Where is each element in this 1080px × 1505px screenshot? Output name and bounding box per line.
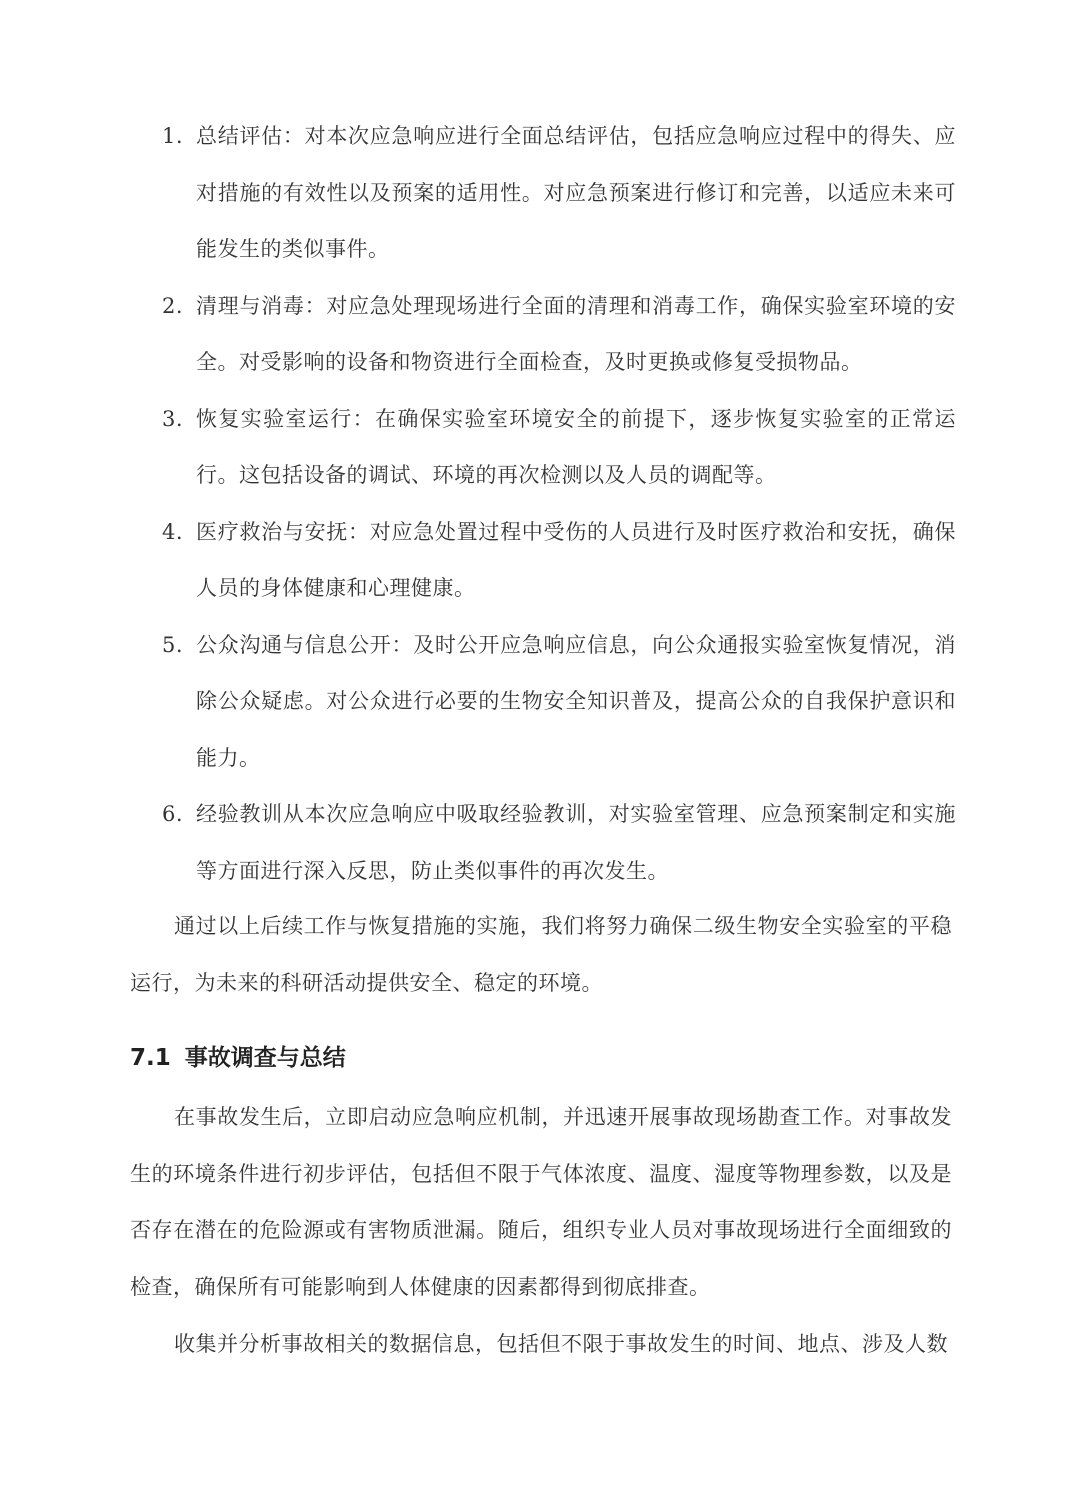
list-item-text: 恢复实验室运行：在确保实验室环境安全的前提下，逐步恢复实验室的正常运行。这包括设备的调试、环境的再次检测以及人员的调配等。 bbox=[196, 406, 956, 487]
list-item-number: 3. bbox=[162, 406, 184, 431]
list-item-text: 公众沟通与信息公开：及时公开应急响应信息，向公众通报实验室恢复情况，消除公众疑虑。对公众进行必要的生物安全知识普及，提高公众的自我保护意识和能力。 bbox=[196, 632, 956, 770]
list-item bbox=[162, 108, 956, 278]
summary-paragraph: 通过以上后续工作与恢复措施的实施，我们将努力确保二级生物安全实验室的平稳运行，为未来的科研活动提供安全、稳定的环境。 bbox=[130, 914, 952, 995]
list-item bbox=[162, 786, 956, 899]
list-item bbox=[162, 617, 956, 787]
section-title: 事故调查与总结 bbox=[184, 1045, 346, 1071]
recovery-measures-list bbox=[0, 108, 1080, 899]
list-item-number: 1. bbox=[162, 124, 184, 148]
section-heading bbox=[130, 1030, 346, 1086]
list-item bbox=[162, 391, 956, 504]
list-item-text: 经验教训从本次应急响应中吸取经验教训，对实验室管理、应急预案制定和实施等方面进行深入反思，防止类似事件的再次发生。 bbox=[196, 802, 956, 883]
list-item-text: 医疗救治与安抚：对应急处置过程中受伤的人员进行及时医疗救治和安抚，确保人员的身体健康和心理健康。 bbox=[196, 519, 956, 600]
list-item-text: 总结评估：对本次应急响应进行全面总结评估，包括应急响应过程中的得失、应对措施的有效性以及预案的适用性。对应急预案进行修订和完善，以适应未来可能发生的类似事件。 bbox=[196, 124, 956, 261]
list-item-number: 2. bbox=[162, 293, 184, 318]
list-item-number: 4. bbox=[162, 519, 184, 544]
list-item bbox=[162, 278, 956, 391]
body-paragraph: 收集并分析事故相关的数据信息，包括但不限于事故发生的时间、地点、涉及人数 bbox=[174, 1332, 948, 1356]
list-item-text: 清理与消毒：对应急处理现场进行全面的清理和消毒工作，确保实验室环境的安全。对受影响的设备和物资进行全面检查，及时更换或修复受损物品。 bbox=[196, 293, 956, 374]
list-item-number: 5. bbox=[162, 632, 184, 657]
section-number: 7.1 bbox=[130, 1045, 171, 1071]
list-item-number: 6. bbox=[162, 802, 184, 826]
body-paragraph: 在事故发生后，立即启动应急响应机制，并迅速开展事故现场勘查工作。对事故发生的环境条件进行初步评估，包括但不限于气体浓度、温度、湿度等物理参数，以及是否存在潜在的危险源或有害物质泄漏。随后，组织专业人员对事故现场进行全面细致的检查，确保所有可能影响到人体健康的因素都得到彻底排查。 bbox=[130, 1105, 952, 1299]
list-item bbox=[162, 504, 956, 617]
